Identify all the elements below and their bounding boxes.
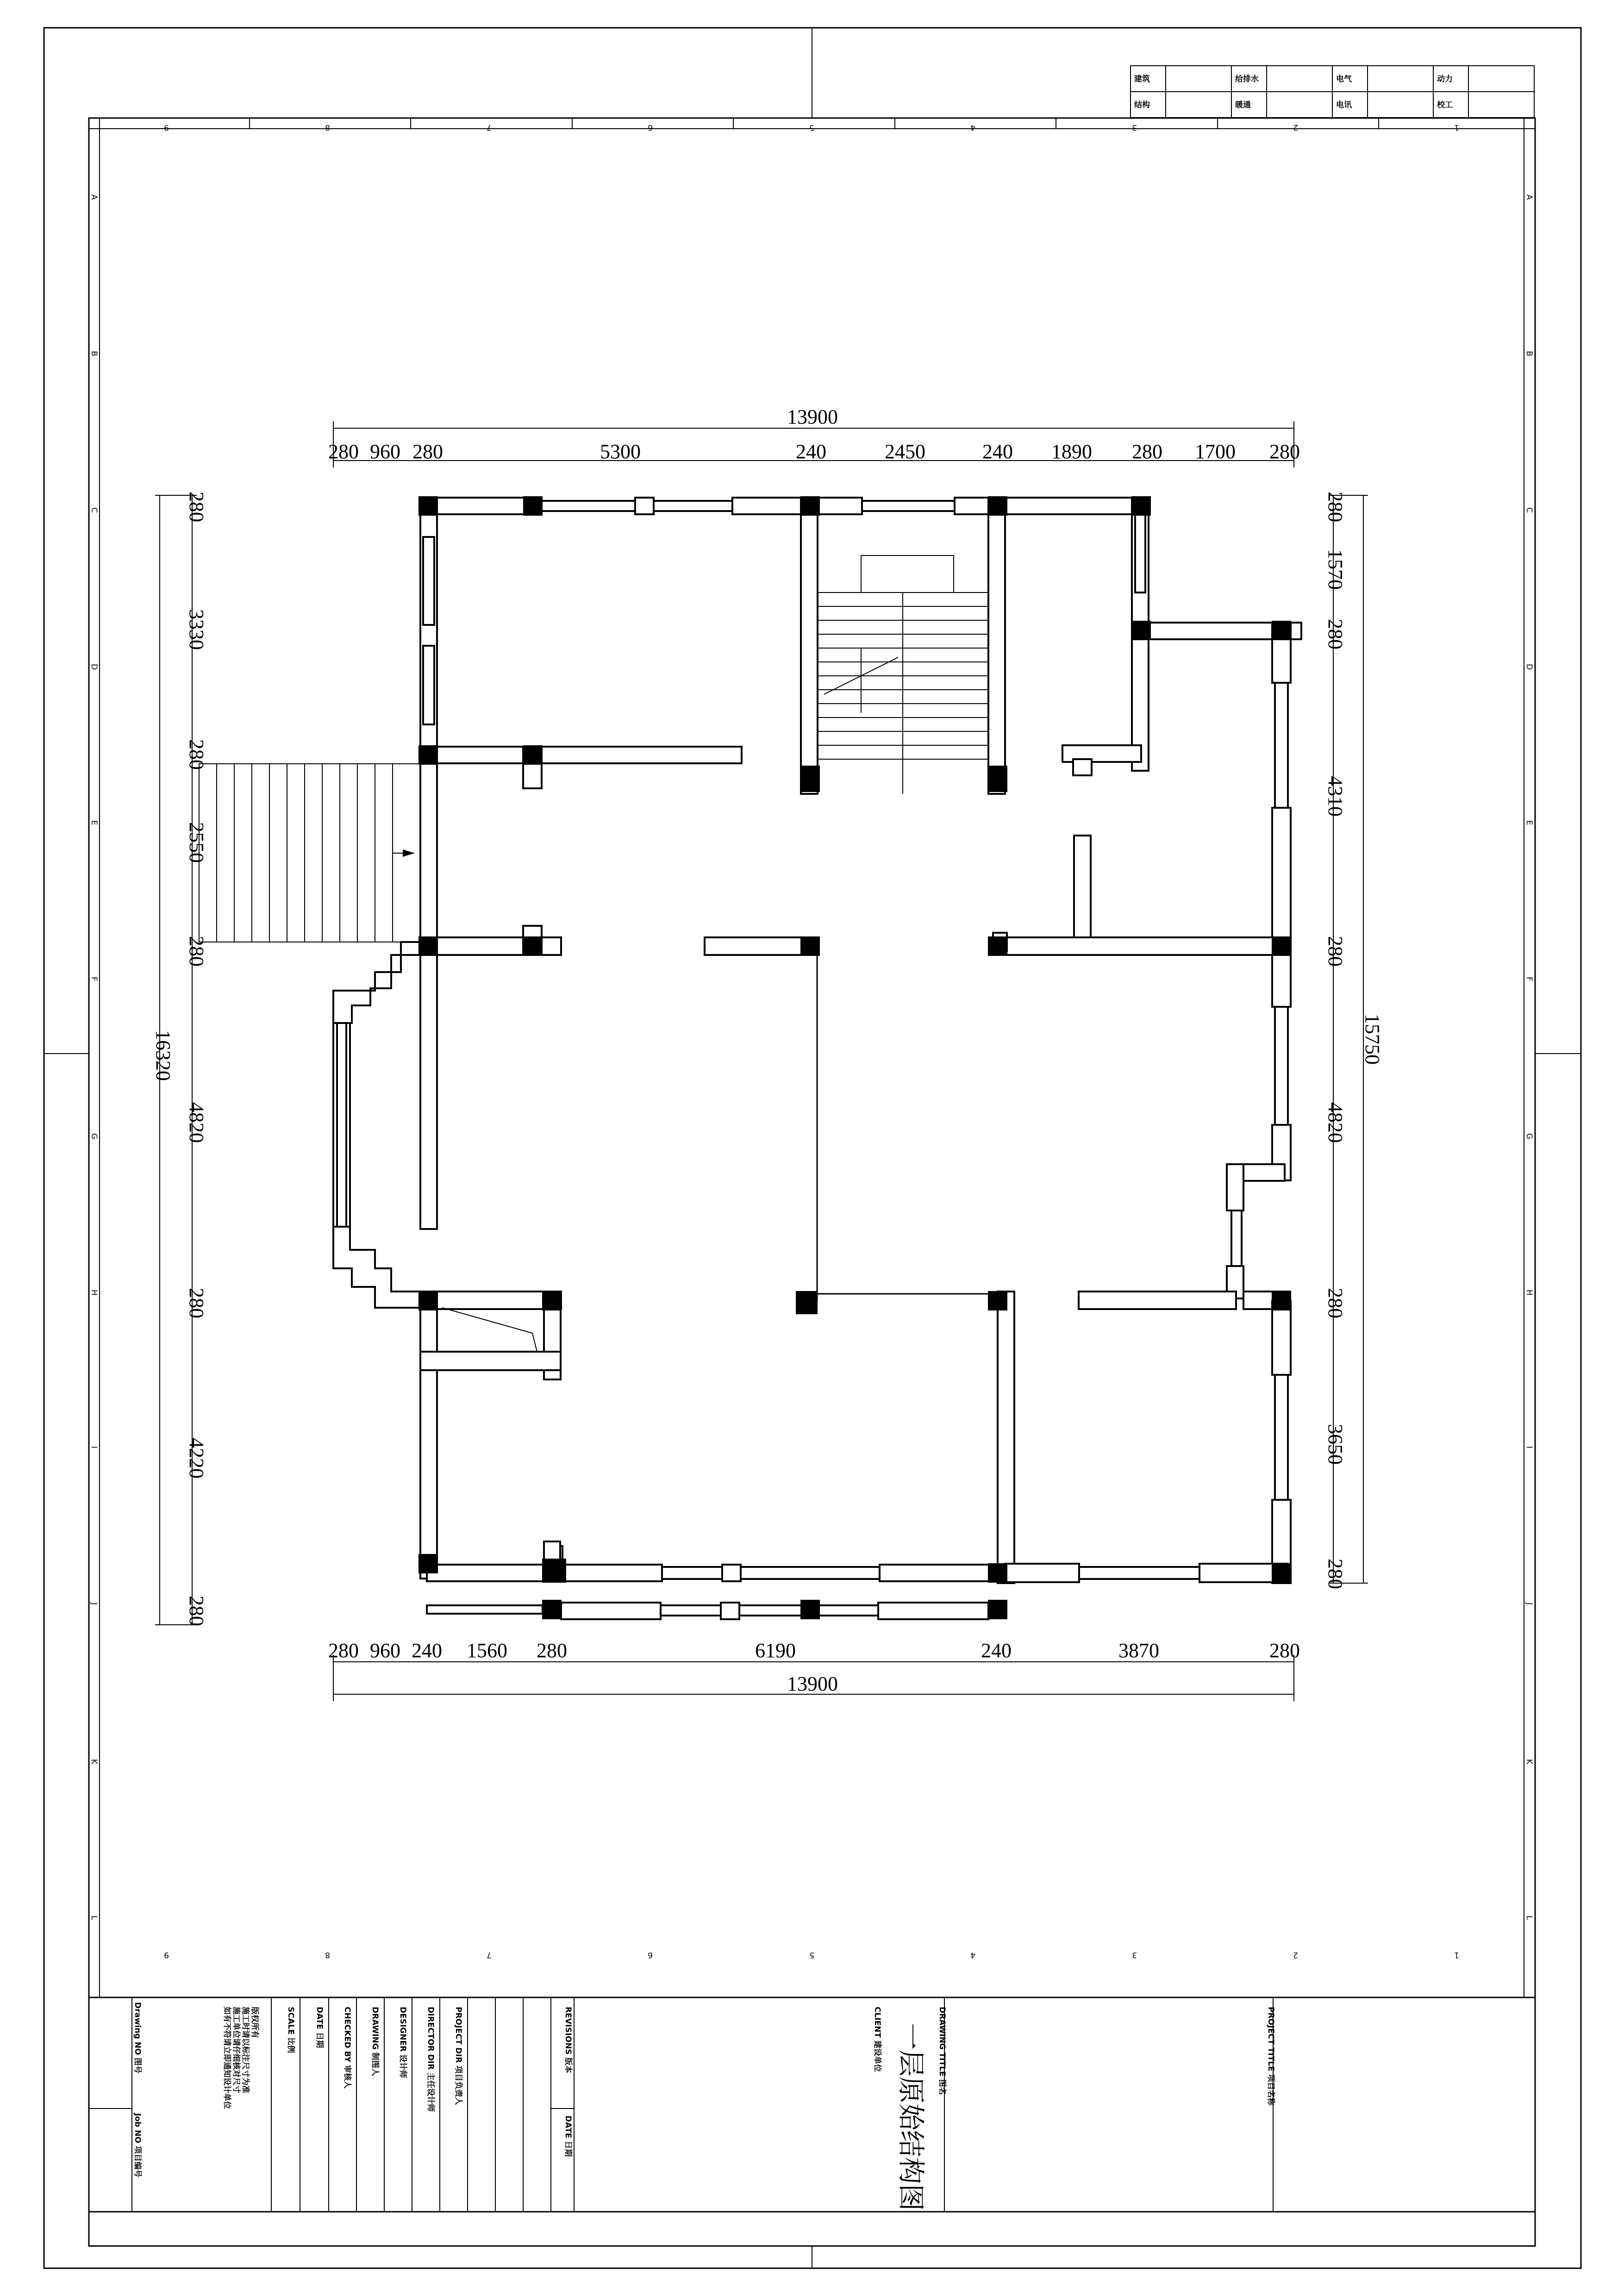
grid-number-6: 6 [648,123,653,132]
floor-plan [199,497,1301,1619]
svg-text:280: 280 [185,1288,208,1318]
svg-text:280: 280 [1324,1288,1347,1318]
svg-text:4: 4 [970,1950,975,1959]
project-dir-label: PROJECT DIR 项目负责人 [454,2007,463,2105]
grid-number-1: 1 [1454,123,1459,132]
svg-text:4220: 4220 [185,1438,208,1479]
column [1132,497,1150,515]
title-block [89,1997,1535,2212]
svg-text:280: 280 [185,936,208,967]
svg-text:280: 280 [185,1596,208,1626]
grid-number-9: 9 [164,123,169,132]
table-cell-architecture: 建筑 [1134,75,1150,84]
svg-text:3330: 3330 [185,609,208,650]
svg-text:F: F [1524,977,1534,981]
svg-text:8: 8 [325,1950,330,1959]
window [654,501,732,511]
column [1272,621,1291,640]
column [1272,937,1291,955]
window [1275,683,1288,808]
svg-text:2: 2 [1293,1950,1298,1959]
date-label: DATE 日期 [315,2007,324,2048]
grid-letter-d: D [89,664,99,670]
svg-text:240: 240 [981,1639,1012,1662]
revisions-date-label: DATE 日期 [563,2115,573,2157]
top-dimensions [328,406,1300,468]
column [988,497,1007,515]
svg-text:1570: 1570 [1324,549,1347,590]
svg-text:280: 280 [1324,936,1347,967]
note-verify: 施工单位请仔细核对尺寸 [231,2007,241,2093]
client-label: CLIENT 建设单位 [873,2007,882,2072]
right-dimensions [1324,492,1384,1589]
window [423,537,434,625]
svg-text:280: 280 [1132,440,1162,463]
note-dimensions: 施工时请以标注尺寸为准 [241,2007,250,2093]
bottom-dimensions [328,1639,1300,1701]
north-wall-segment [427,498,533,514]
column [796,1292,817,1314]
svg-text:280: 280 [1324,619,1347,649]
checked-by-label: CHECKED BY 审核人 [343,2007,352,2089]
scale-label: SCALE 比例 [286,2007,295,2053]
designer-label: DESIGNER 设计师 [398,2007,407,2078]
window [1135,514,1145,593]
svg-text:280: 280 [328,440,359,463]
window [1275,1007,1288,1132]
svg-text:J: J [1524,1603,1534,1605]
column [543,1559,566,1582]
column [988,937,1007,955]
table-cell-hvac: 暖通 [1235,100,1251,110]
window [533,501,635,511]
discipline-table [1131,66,1534,118]
window [337,1023,346,1227]
window [1275,1375,1288,1500]
revisions-label: REVISIONS 版本 [563,2007,573,2073]
grid-number-4: 4 [970,123,975,132]
stair-treads [818,555,988,794]
job-no-label: Job NO 项目编号 [133,2113,142,2177]
window [1231,1210,1242,1266]
svg-text:A: A [1524,194,1534,200]
grid-number-3: 3 [1132,123,1137,132]
svg-text:L: L [1524,1915,1534,1920]
grid-letter-i: I [89,1446,99,1449]
column [419,937,437,955]
svg-text:E: E [1524,820,1534,825]
svg-text:960: 960 [370,440,400,463]
svg-text:280: 280 [1269,1639,1300,1662]
window [423,646,434,724]
svg-text:1560: 1560 [467,1639,507,1662]
svg-text:3650: 3650 [1324,1424,1347,1465]
column [524,746,542,764]
svg-text:6: 6 [648,1950,653,1959]
column [801,497,819,515]
grid-number-2: 2 [1293,123,1298,132]
grid-letter-b: B [89,351,99,356]
table-cell-structure: 结构 [1134,100,1150,110]
grid-letter-a: A [89,194,99,200]
grid-letter-g: G [89,1133,99,1140]
svg-text:280: 280 [185,739,208,770]
svg-text:9: 9 [164,1950,169,1959]
grid-letter-c: C [89,507,99,513]
svg-text:280: 280 [328,1639,359,1662]
grid-number-5: 5 [809,123,814,132]
grid-markers-bottom [164,1950,1459,1959]
drawing-title-label: DRAWING TITLE 图名 [937,2007,947,2095]
column [1132,621,1150,640]
svg-text:960: 960 [370,1639,400,1662]
drawing-by-label: DRAWING 制图人 [370,2007,380,2076]
svg-text:4310: 4310 [1324,776,1347,817]
window [741,1567,880,1579]
table-cell-power: 动力 [1437,75,1453,84]
svg-text:240: 240 [412,1639,442,1662]
svg-text:I: I [1524,1446,1534,1449]
outer-sheet-border [44,28,1581,2268]
entrance-steps [199,764,420,942]
svg-text:5: 5 [809,1950,814,1959]
left-dimensions [152,492,208,1626]
svg-text:2550: 2550 [185,822,208,863]
grid-number-7: 7 [487,123,492,132]
svg-text:1700: 1700 [1195,440,1236,463]
svg-text:2450: 2450 [885,440,925,463]
grid-markers-top [89,118,1535,132]
svg-text:280: 280 [1269,440,1300,463]
table-cell-electrical: 电气 [1336,75,1352,84]
column [801,937,819,955]
window [862,501,955,511]
svg-text:240: 240 [982,440,1013,463]
grid-markers-right [1524,118,1534,1997]
director-label: DIRECTOR DIR 主任设计师 [426,2007,435,2112]
column [988,766,1007,792]
svg-text:1: 1 [1454,1950,1459,1959]
svg-text:D: D [1524,664,1534,670]
column [543,1292,561,1310]
column [419,1292,437,1310]
drawing-no-label: Drawing NO 图号 [133,2002,142,2074]
svg-text:B: B [1524,351,1534,356]
svg-text:H: H [1524,1290,1534,1296]
column [1272,1564,1291,1582]
column [419,746,437,764]
grid-letter-l: L [89,1915,99,1920]
column [801,766,819,792]
grid-letter-h: H [89,1290,99,1296]
note-notify: 如有不符请立即通知设计单位 [222,2007,231,2109]
svg-text:280: 280 [1324,1559,1347,1589]
svg-text:280: 280 [412,440,443,463]
window [1079,1567,1199,1579]
grid-letter-j: J [89,1603,99,1605]
svg-text:1890: 1890 [1051,440,1092,463]
bottom-total-dimension: 13900 [787,1672,838,1695]
left-total-dimension: 16320 [152,1030,175,1081]
right-total-dimension: 15750 [1361,1014,1384,1065]
svg-text:3: 3 [1132,1950,1137,1959]
svg-text:3870: 3870 [1118,1639,1159,1662]
column [988,1564,1007,1582]
table-cell-telecom: 电讯 [1336,100,1352,110]
window [661,1605,721,1616]
column [988,1292,1007,1310]
table-cell-check: 校工 [1437,100,1453,110]
svg-text:4820: 4820 [1324,1102,1347,1143]
column [419,497,437,515]
grid-number-8: 8 [325,123,330,132]
grid-markers-left [89,118,100,1997]
column [524,937,542,955]
svg-text:6190: 6190 [755,1639,796,1662]
svg-text:280: 280 [537,1639,567,1662]
svg-text:G: G [1524,1133,1534,1140]
window [662,1567,722,1579]
structural-columns [419,497,1291,1619]
project-title-label: PROJECT TITLE 项目名称 [1266,2007,1275,2106]
svg-text:4820: 4820 [185,1102,208,1143]
column [419,1554,437,1573]
svg-text:7: 7 [487,1950,492,1959]
inner-drawing-frame [89,118,1535,2246]
svg-text:280: 280 [185,492,208,522]
grid-letter-k: K [89,1759,99,1765]
drawing-title: 一层原始结构图 [895,2023,927,2211]
top-total-dimension: 13900 [787,406,838,428]
svg-text:5300: 5300 [600,440,641,463]
svg-text:K: K [1524,1759,1534,1765]
svg-text:C: C [1524,507,1534,513]
grid-letter-e: E [89,820,99,825]
note-copyright: 版权所有 [250,2007,259,2038]
svg-text:240: 240 [796,440,826,463]
table-cell-plumbing: 给排水 [1235,75,1259,84]
column [524,497,542,515]
grid-letter-f: F [89,977,99,981]
column [1272,1292,1291,1310]
svg-text:280: 280 [1324,492,1347,522]
